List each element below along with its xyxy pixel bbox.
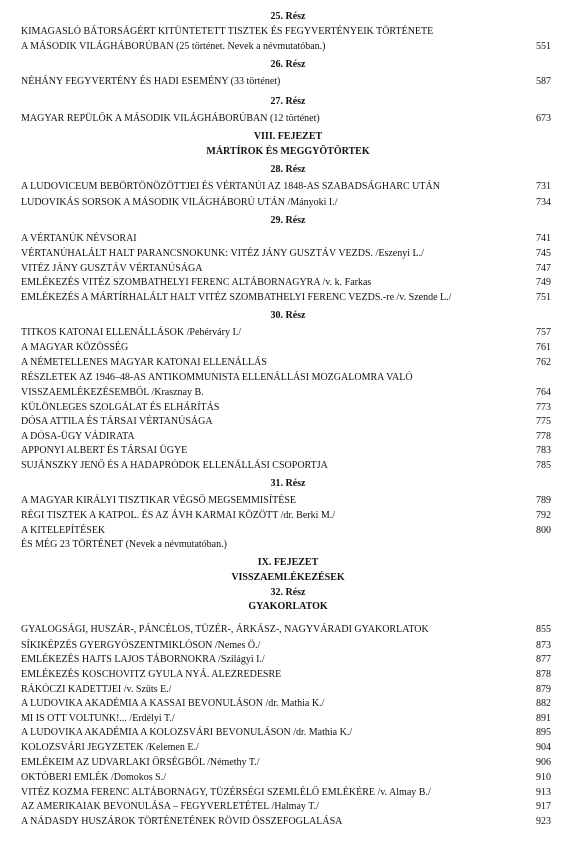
toc-entry-page-number: 749	[536, 277, 551, 288]
toc-entry	[21, 459, 551, 473]
toc-entry	[21, 697, 551, 711]
toc-entry-page-number: 551	[536, 41, 551, 52]
toc-entry	[21, 276, 551, 290]
toc-entry-page-number: 761	[536, 342, 551, 353]
toc-entry-title: A NÉMETELLENES MAGYAR KATONAI ELLENÁLLÁS	[21, 357, 267, 368]
toc-entry	[21, 786, 551, 800]
toc-entry-page-number: 910	[536, 772, 551, 783]
toc-entry-page-number: 891	[536, 713, 551, 724]
toc-entry-title: A MÁSODIK VILÁGHÁBORÚBAN (25 történet. Nevek a névmutatóban.)	[21, 41, 326, 52]
toc-entry	[21, 712, 551, 726]
toc-entry	[21, 800, 551, 814]
toc-entry-title: EMLÉKEZÉS HAJTS LAJOS TÁBORNOKRA /Szilágyi I./	[21, 654, 265, 665]
toc-entry-page-number: 747	[536, 263, 551, 274]
toc-entry	[21, 112, 551, 126]
section-heading: GYAKORLATOK	[248, 601, 328, 612]
toc-entry-page-number: 877	[536, 654, 551, 665]
section-heading: 30. Rész	[270, 310, 306, 321]
toc-entry	[21, 683, 551, 697]
toc-entry-page-number: 731	[536, 181, 551, 192]
toc-entry-page-number: 751	[536, 292, 551, 303]
section-heading: VISSZAEMLÉKEZÉSEK	[231, 572, 345, 583]
section-heading: 31. Rész	[270, 478, 306, 489]
toc-entry-page-number: 913	[536, 787, 551, 798]
toc-entry-title: A LUDOVICEUM BEBÖRTÖNÖZÖTTJEI ÉS VÉRTANÚI AZ 1848-AS SZABADSÁGHARC UTÁN	[21, 181, 440, 192]
toc-entry-title: APPONYI ALBERT ÉS TÁRSAI ÜGYE	[21, 445, 188, 456]
section-heading: 32. Rész	[270, 587, 306, 598]
toc-entry-page-number: 773	[536, 402, 551, 413]
toc-entry-title: A LUDOVIKA AKADÉMIA A KASSAI BEVONULÁSON /dr. Mathia K./	[21, 698, 325, 709]
toc-entry-page-number: 745	[536, 248, 551, 259]
toc-entry	[21, 247, 551, 261]
toc-entry	[21, 326, 551, 340]
toc-entry-page-number: 800	[536, 525, 551, 536]
toc-entry-page-number: 895	[536, 727, 551, 738]
toc-entry-title: A MAGYAR KIRÁLYI TISZTIKAR VÉGSŐ MEGSEMMISÍTÉSE	[21, 495, 297, 506]
toc-entry-title: MAGYAR REPÜLŐK A MÁSODIK VILÁGHÁBORÚBAN (12 történet)	[21, 113, 320, 124]
toc-entry-title: LUDOVIKÁS SORSOK A MÁSODIK VILÁGHÁBORÚ UTÁN /Mányoki I./	[21, 197, 338, 208]
section-heading: 29. Rész	[270, 215, 306, 226]
toc-entry-title: TITKOS KATONAI ELLENÁLLÁSOK /Pehérváry I./	[21, 327, 242, 338]
toc-entry	[21, 538, 551, 552]
toc-entry-title: DÓSA ATTILA ÉS TÁRSAI VÉRTANÚSÁGA	[21, 416, 213, 427]
toc-entry-page-number: 764	[536, 387, 551, 398]
toc-entry-page-number: 741	[536, 233, 551, 244]
toc-entry-page-number: 778	[536, 431, 551, 442]
toc-entry-page-number: 775	[536, 416, 551, 427]
toc-entry-title: EMLÉKEZÉS VITÉZ SZOMBATHELYI FERENC ALTÁBORNAGYRA /v. k. Farkas	[21, 277, 372, 288]
toc-entry-page-number: 734	[536, 197, 551, 208]
toc-entry-title: RÉGI TISZTEK A KATPOL. ÉS AZ ÁVH KARMAI KÖZÖTT /dr. Berki M./	[21, 510, 336, 521]
section-heading: MÁRTÍROK ÉS MEGGYÖTÖRTEK	[206, 146, 370, 157]
toc-entry-title: EMLÉKEZÉS A MÁRTÍRHALÁLT HALT VITÉZ SZOMBATHELYI FERENC VEZDS.-re /v. Szende L./	[21, 292, 452, 303]
toc-entry-title: AZ AMERIKAIAK BEVONULÁSA – FEGYVERLETÉTEL /Halmay T./	[21, 801, 319, 812]
toc-entry	[21, 494, 551, 508]
toc-entry-title: EMLÉKEIM AZ UDVARLAKI ŐRSÉGBŐL /Némethy T./	[21, 757, 260, 768]
toc-entry-title: VITÉZ KOZMA FERENC ALTÁBORNAGY, TÜZÉRSÉGI SZEMLÉLŐ EMLÉKÉRE /v. Almay B./	[21, 787, 431, 798]
toc-entry-title: A LUDOVIKA AKADÉMIA A KOLOZSVÁRI BEVONULÁSON /dr. Mathia K./	[21, 727, 353, 738]
toc-entry	[21, 196, 551, 210]
toc-entry	[21, 756, 551, 770]
toc-entry-title: KIMAGASLÓ BÁTORSÁGÉRT KITÜNTETETT TISZTEK ÉS FEGYVERTÉNYEIK TÖRTÉNETE	[21, 26, 434, 37]
toc-entry-page-number: 923	[536, 816, 551, 827]
toc-entry-title: SUJÁNSZKY JENŐ ÉS A HADAPRÓDOK ELLENÁLLÁSI CSOPORTJA	[21, 460, 328, 471]
toc-entry	[21, 75, 551, 89]
toc-entry-page-number: 917	[536, 801, 551, 812]
toc-entry-title: KOLOZSVÁRI JEGYZETEK /Kelemen E./	[21, 742, 199, 753]
toc-entry	[21, 386, 551, 400]
toc-entry	[21, 371, 551, 385]
toc-entry-page-number: 789	[536, 495, 551, 506]
toc-entry	[21, 653, 551, 667]
toc-entry-page-number: 904	[536, 742, 551, 753]
toc-entry	[21, 232, 551, 246]
toc-entry-page-number: 882	[536, 698, 551, 709]
toc-entry	[21, 639, 551, 653]
toc-entry-title: A KITELEPÍTÉSEK	[21, 525, 106, 536]
section-heading: IX. FEJEZET	[257, 557, 319, 568]
toc-entry	[21, 401, 551, 415]
toc-entry-page-number: 673	[536, 113, 551, 124]
toc-entry	[21, 356, 551, 370]
toc-entry-title: EMLÉKEZÉS KOSCHOVITZ GYULA NYÁ. ALEZREDESRE	[21, 669, 282, 680]
toc-entry-page-number: 906	[536, 757, 551, 768]
toc-entry-page-number: 757	[536, 327, 551, 338]
toc-entry	[21, 444, 551, 458]
toc-entry-title: OKTÓBERI EMLÉK /Domokos S./	[21, 772, 166, 783]
toc-entry-title: KÜLÖNLEGES SZOLGÁLAT ÉS ELHÁRÍTÁS	[21, 402, 220, 413]
toc-entry-title: RÁKÓCZI KADETTJEI /v. Szűts E./	[21, 684, 172, 695]
toc-entry	[21, 262, 551, 276]
toc-entry-page-number: 785	[536, 460, 551, 471]
toc-entry	[21, 291, 551, 305]
toc-entry-page-number: 762	[536, 357, 551, 368]
toc-entry-title: VISSZAEMLÉKEZÉSEMBŐL /Krasznay B.	[21, 387, 204, 398]
toc-entry-title: GYALOGSÁGI, HUSZÁR-, PÁNCÉLOS, TÜZÉR-, ÁRKÁSZ-, NAGYVÁRADI GYAKORLATOK	[21, 624, 429, 635]
toc-entry	[21, 741, 551, 755]
toc-entry-page-number: 783	[536, 445, 551, 456]
toc-entry-title: A DÓSA-ÜGY VÁDIRATA	[21, 431, 135, 442]
toc-entry-page-number: 587	[536, 76, 551, 87]
toc-entry-title: A NÁDASDY HUSZÁROK TÖRTÉNETÉNEK RÖVID ÖSSZEFOGLALÁSA	[21, 816, 343, 827]
toc-entry-title: NÉHÁNY FEGYVERTÉNY ÉS HADI ESEMÉNY (33 történet)	[21, 76, 281, 87]
section-heading: 26. Rész	[270, 59, 306, 70]
toc-entry	[21, 623, 551, 637]
section-heading: 28. Rész	[270, 164, 306, 175]
toc-entry	[21, 668, 551, 682]
toc-entry-page-number: 792	[536, 510, 551, 521]
toc-entry	[21, 771, 551, 785]
toc-entry	[21, 415, 551, 429]
toc-entry-title: SÍKIKÉPZÉS GYERGYÓSZENTMIKLÓSON /Nemes Ö./	[21, 640, 261, 651]
section-heading: 27. Rész	[270, 96, 306, 107]
section-heading: 25. Rész	[270, 11, 306, 22]
toc-entry	[21, 726, 551, 740]
toc-entry	[21, 25, 551, 39]
toc-entry-title: RÉSZLETEK AZ 1946–48-AS ANTIKOMMUNISTA ELLENÁLLÁSI MOZGALOMRA VALÓ	[21, 372, 413, 383]
toc-entry-title: ÉS MÉG 23 TÖRTÉNET (Nevek a névmutatóban.)	[21, 539, 227, 550]
toc-entry-title: VÉRTANÚHALÁLT HALT PARANCSNOKUNK: VITÉZ JÁNY GUSZTÁV VEZDS. /Eszenyi L./	[21, 248, 424, 259]
toc-entry-title: A MAGYAR KÖZÖSSÉG	[21, 342, 129, 353]
toc-entry	[21, 815, 551, 829]
toc-entry-page-number: 879	[536, 684, 551, 695]
toc-entry-title: A VÉRTANÚK NÉVSORAI	[21, 233, 137, 244]
toc-entry-page-number: 855	[536, 624, 551, 635]
toc-entry	[21, 40, 551, 54]
toc-entry	[21, 341, 551, 355]
toc-entry	[21, 524, 551, 538]
toc-entry-title: MI IS OTT VOLTUNK!... /Erdélyi T./	[21, 713, 175, 724]
toc-entry-title: VITÉZ JÁNY GUSZTÁV VÉRTANÚSÁGA	[21, 263, 203, 274]
toc-entry-page-number: 878	[536, 669, 551, 680]
toc-entry	[21, 180, 551, 194]
toc-entry-page-number: 873	[536, 640, 551, 651]
toc-entry	[21, 509, 551, 523]
section-heading: VIII. FEJEZET	[253, 131, 323, 142]
toc-entry	[21, 430, 551, 444]
